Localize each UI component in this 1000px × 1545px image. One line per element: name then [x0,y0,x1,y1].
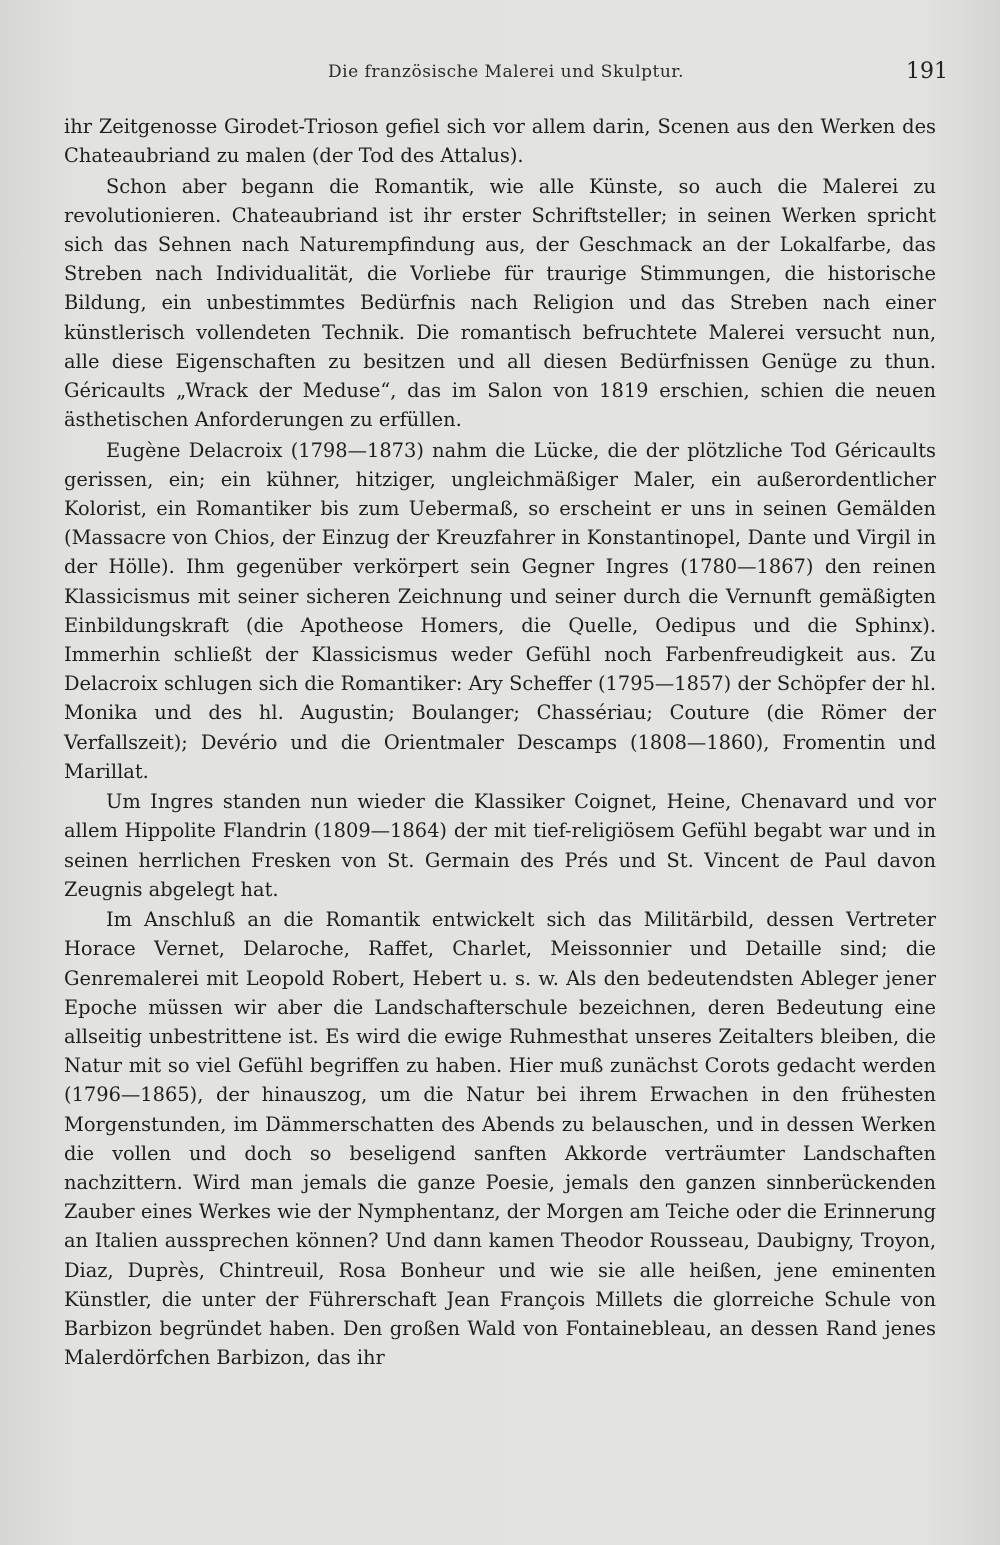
body-text [64,112,936,1374]
running-title: Die französische Malerei und Skulptur. [328,62,684,82]
paragraph-5: Im Anschluß an die Romantik entwickelt sich das Militärbild, dessen Vertreter Horace Vernet, Delaroche, Raffet, Charlet, Meissonnier und Detaille sind; die Genremalerei mit Leopold Robert, Hebert u. s. w. Als den bedeutendsten Ableger jener Epoche müssen wir aber die Landschafterschule bezeichnen, deren Bedeutung eine allseitig unbestrittene ist. Es wird die ewige Ruhmesthat unseres Zeitalters bleiben, die Natur mit so viel Gefühl begriffen zu haben. Hier muß zunächst Corots gedacht werden (1796—1865), der hinauszog, um die Natur bei ihrem Erwachen in den frühesten Morgenstunden, im Dämmerschatten des Abends zu belauschen, und in dessen Werken die vollen und doch so beseligend sanften Akkorde verträumter Landschaften nachzittern. Wird man jemals die ganze Poesie, jemals den ganzen sinnberückenden Zauber eines Werkes wie der Nymphentanz, der Morgen am Teiche oder die Erinnerung an Italien aussprechen können? Und dann kamen Theodor Rousseau, Daubigny, Troyon, Diaz, Duprès, Chintreuil, Rosa Bonheur und wie sie alle heißen, jene eminenten Künstler, die unter der Führerschaft Jean François Millets die glorreiche Schule von Barbizon begründet haben. Den großen Wald von Fontainebleau, an dessen Rand jenes Malerdörfchen Barbizon, das ihr [64,908,936,1370]
paragraph-4: Um Ingres standen nun wieder die Klassiker Coignet, Heine, Chenavard und vor allem Hippolite Flandrin (1809—1864) der mit tief-religiösem Gefühl begabt war und in seinen herrlichen Fresken von St. Germain des Prés und St. Vincent de Paul davon Zeugnis abgelegt hat. [64,790,936,901]
paragraph-3: Eugène Delacroix (1798—1873) nahm die Lücke, die der plötzliche Tod Géricaults gerissen, ein; ein kühner, hitziger, ungleichmäßiger Maler, ein außerordentlicher Kolorist, ein Romantiker bis zum Uebermaß, so erscheint er uns in seinen Gemälden (Massacre von Chios, der Einzug der Kreuzfahrer in Konstantinopel, Dante und Virgil in der Hölle). Ihm gegenüber verkörpert sein Gegner Ingres (1780—1867) den reinen Klassicismus mit seiner sicheren Zeichnung und seiner durch die Vernunft gemäßigten Einbildungskraft (die Apotheose Homers, die Quelle, Oedipus und die Sphinx). Immerhin schließt der Klassicismus weder Gefühl noch Farbenfreudigkeit aus. Zu Delacroix schlugen sich die Romantiker: Ary Scheffer (1795—1857) der Schöpfer der hl. Monika und des hl. Augustin; Boulanger; Chassériau; Couture (die Römer der Verfallszeit); Devério und die Orientmaler Descamps (1808—1860), Fromentin und Marillat. [64,438,936,783]
paragraph-2: Schon aber begann die Romantik, wie alle Künste, so auch die Malerei zu revolutionieren. Chateaubriand ist ihr erster Schriftsteller; in seinen Werken spricht sich das Sehnen nach Naturempfindung aus, der Geschmack an der Lokalfarbe, das Streben nach Individualität, die Vorliebe für traurige Stimmungen, die historische Bildung, ein unbestimmtes Bedürfnis nach Religion und das Streben nach einer künstlerisch vollendeten Technik. Die romantisch befruchtete Malerei versucht nun, alle diese Eigenschaften zu besitzen und all diesen Bedürfnissen Genüge zu thun. Géricaults „Wrack der Meduse“, das im Salon von 1819 erschien, schien die neuen ästhetischen Anforderungen zu erfüllen. [64,174,936,432]
page-number: 191 [906,59,948,84]
running-head [64,59,948,92]
paragraph-1: ihr Zeitgenosse Girodet-Trioson gefiel sich vor allem darin, Scenen aus den Werken des Chateaubriand zu malen (der Tod des Attalus). [64,115,936,168]
